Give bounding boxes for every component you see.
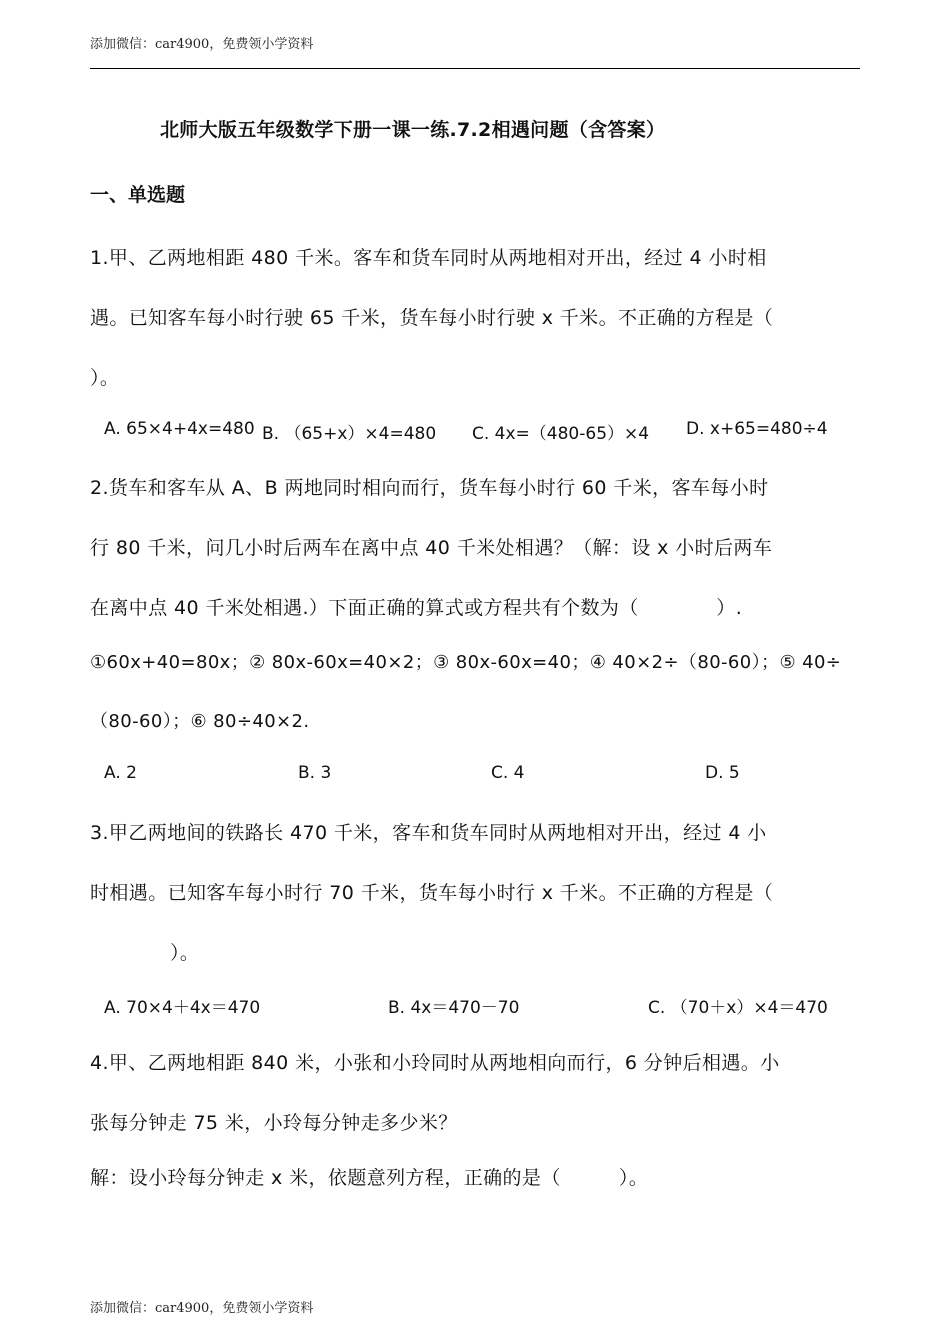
q4-line: 4.甲、乙两地相距 840 米，小张和小玲同时从两地相向而行，6 分钟后相遇。小: [90, 1052, 780, 1074]
section-heading: 一、单选题: [90, 184, 186, 206]
page-footer: 添加微信：car4900，免费领小学资料: [90, 1301, 314, 1316]
q1-line: 遇。已知客车每小时行驶 65 千米，货车每小时行驶 x 千米。不正确的方程是（: [90, 307, 774, 329]
q3-option-b[interactable]: B. 4x＝470－70: [388, 998, 520, 1018]
q2-option-a[interactable]: A. 2: [104, 763, 137, 783]
q1-option-c[interactable]: C. 4x=（480-65）×4: [472, 424, 650, 444]
q2-line: 行 80 千米，问几小时后两车在离中点 40 千米处相遇？（解：设 x 小时后两车: [90, 537, 773, 559]
q1-option-b[interactable]: B. （65+x）×4=480: [262, 424, 437, 444]
q1-option-a[interactable]: A. 65×4+4x=480: [104, 419, 255, 439]
q2-line: ①60x+40=80x；② 80x-60x=40×2；③ 80x-60x=40；④ 40×2÷（80-60）；⑤ 40÷: [90, 652, 842, 673]
q1-option-d[interactable]: D. x+65=480÷4: [686, 419, 828, 439]
q3-option-a[interactable]: A. 70×4＋4x＝470: [104, 998, 261, 1018]
q2-line: 在离中点 40 千米处相遇.）下面正确的算式或方程共有个数为（ ）.: [90, 597, 743, 619]
page-header: 添加微信：car4900，免费领小学资料: [90, 37, 314, 52]
q2-line: （80-60）；⑥ 80÷40×2.: [90, 711, 310, 732]
q3-line: ）。: [170, 942, 200, 964]
q3-line: 时相遇。已知客车每小时行 70 千米，货车每小时行 x 千米。不正确的方程是（: [90, 882, 774, 904]
q1-line: ）。: [90, 367, 120, 389]
q3-line: 3.甲乙两地间的铁路长 470 千米，客车和货车同时从两地相对开出，经过 4 小: [90, 822, 767, 844]
page-title: 北师大版五年级数学下册一课一练.7.2相遇问题（含答案）: [160, 119, 666, 141]
q4-line: 张每分钟走 75 米，小玲每分钟走多少米？: [90, 1112, 458, 1134]
header-rule: [90, 68, 860, 69]
q2-option-b[interactable]: B. 3: [298, 763, 332, 783]
q2-line: 2.货车和客车从 A、B 两地同时相向而行，货车每小时行 60 千米，客车每小时: [90, 477, 769, 499]
q2-option-c[interactable]: C. 4: [491, 763, 525, 783]
q4-line: 解：设小玲每分钟走 x 米，依题意列方程，正确的是（ ）。: [90, 1167, 649, 1189]
q2-option-d[interactable]: D. 5: [705, 763, 740, 783]
q3-option-c[interactable]: C. （70＋x）×4＝470: [648, 998, 828, 1018]
q1-line: 1.甲、乙两地相距 480 千米。客车和货车同时从两地相对开出，经过 4 小时相: [90, 247, 767, 269]
